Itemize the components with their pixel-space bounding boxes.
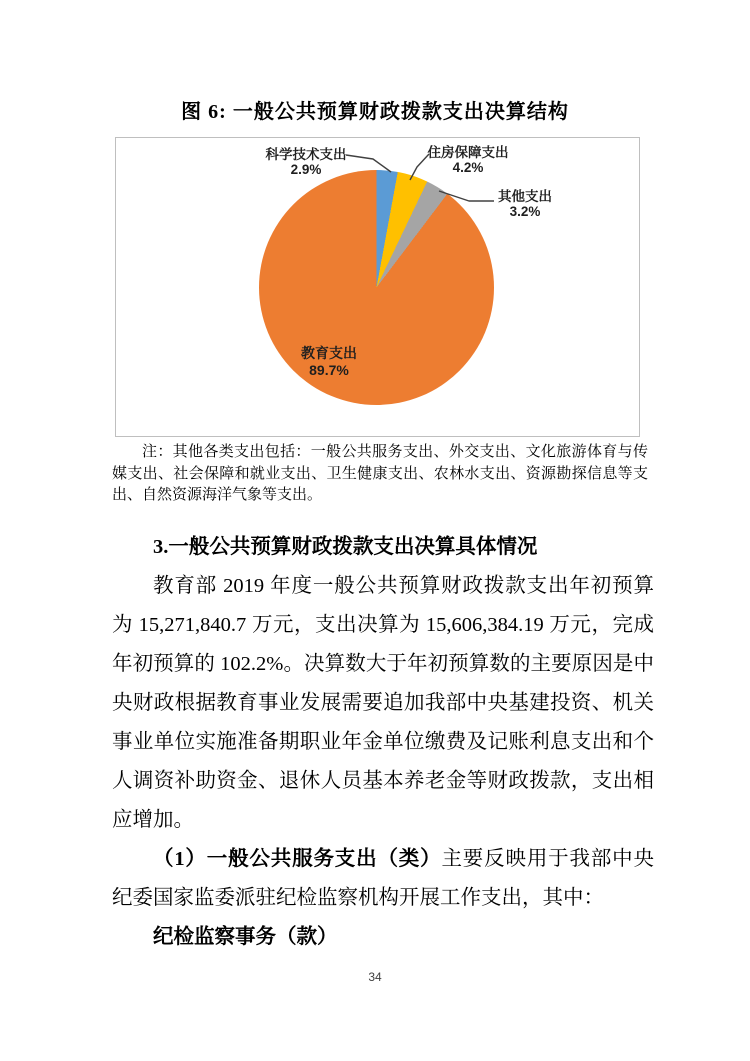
leader-line-science bbox=[346, 155, 391, 172]
chart-note: 注：其他各类支出包括：一般公共服务支出、外交支出、文化旅游体育与传媒支出、社会保障和就业支出、卫生健康支出、农林水支出、资源勘探信息等支出、自然资源海洋气象等支出。 bbox=[112, 444, 648, 503]
paragraph-item-1 bbox=[112, 840, 654, 918]
figure-title: 图 6: 一般公共预算财政拨款支出决算结构 bbox=[181, 101, 569, 123]
pie-chart-figure bbox=[115, 137, 640, 437]
leader-lines bbox=[116, 138, 639, 436]
slice-label-science-tech-name: 科学技术支出 bbox=[265, 147, 347, 162]
page-number: 34 bbox=[368, 970, 382, 984]
slice-label-education-name: 教育支出 bbox=[301, 345, 357, 361]
slice-label-education bbox=[301, 345, 357, 379]
item-1-title: （1）一般公共服务支出（类） bbox=[153, 848, 442, 870]
slice-label-science-tech bbox=[266, 147, 347, 177]
leader-line-other bbox=[439, 191, 494, 201]
slice-label-housing-pct: 4.2% bbox=[452, 160, 484, 175]
slice-label-housing bbox=[428, 145, 509, 175]
slice-label-other bbox=[498, 189, 552, 219]
paragraph-subitem: 纪检监察事务（款） bbox=[153, 926, 338, 948]
slice-label-housing-name: 住房保障支出 bbox=[427, 145, 509, 160]
slice-label-science-tech-pct: 2.9% bbox=[290, 162, 322, 177]
paragraph-budget-overview: 教育部 2019 年度一般公共预算财政拨款支出年初预算为 15,271,840.7 万元，支出决算为 15,606,384.19 万元，完成年初预算的 102.2%。决算数大于年初预算数的主要原因是中央财政根据教育事业发展需要追加我部中央基建投资、机关事业单位实施准备期职业年金单位缴费及记账利息支出和个人调资补助资金、退休人员基本养老金等财政拨款，支出相应增加。 bbox=[112, 575, 654, 831]
leader-line-housing bbox=[410, 154, 429, 180]
section-heading: 3.一般公共预算财政拨款支出决算具体情况 bbox=[153, 536, 538, 558]
slice-label-other-name: 其他支出 bbox=[498, 189, 552, 204]
slice-label-education-pct: 89.7% bbox=[309, 362, 349, 378]
slice-label-other-pct: 3.2% bbox=[509, 204, 541, 219]
body-text bbox=[112, 528, 654, 957]
item-1-text: 主要反映用于我部中央纪委国家监委派驻纪检监察机构开展工作支出，其中： bbox=[112, 848, 655, 909]
